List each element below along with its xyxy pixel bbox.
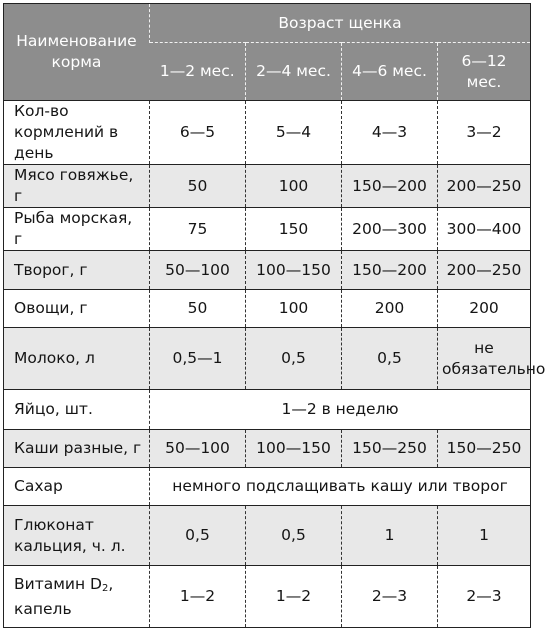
cell-value: 150—200	[342, 251, 438, 290]
cell-value: 75	[150, 208, 246, 251]
cell-value: 300—400	[438, 208, 531, 251]
cell-value: 150—250	[438, 430, 531, 468]
table-header	[4, 4, 531, 101]
cell-value: 100	[246, 165, 342, 208]
cell-value: 1—2	[150, 566, 246, 628]
table-body	[4, 101, 545, 628]
row-label: Творог, г	[4, 251, 150, 290]
row-label: Каши разные, г	[4, 430, 150, 468]
table-row	[4, 328, 531, 390]
header-puppy-age: Возраст щенка	[150, 4, 531, 43]
cell-value: 100	[246, 290, 342, 328]
feeding-table-container	[3, 3, 545, 628]
row-label: Молоко, л	[4, 328, 150, 390]
table-row	[4, 430, 531, 468]
cell-value: 1	[342, 506, 438, 566]
table-row	[4, 165, 531, 208]
cell-value: 200	[342, 290, 438, 328]
row-label: Яйцо, шт.	[4, 390, 150, 430]
cell-value: 2—3	[438, 566, 531, 628]
vitamin-subscript: 2	[102, 582, 109, 594]
table-row	[4, 506, 531, 566]
vitamin-comma: ,	[108, 574, 114, 593]
cell-value: 0,5	[246, 328, 342, 390]
cell-value: 150—250	[342, 430, 438, 468]
row-label: Глюконат кальция, ч. л.	[4, 506, 150, 566]
cell-value: 0,5—1	[150, 328, 246, 390]
cell-value: 5—4	[246, 101, 342, 165]
cell-value: 100—150	[246, 430, 342, 468]
cell-value-span: 1—2 в неделю	[150, 390, 531, 430]
row-label	[4, 566, 150, 628]
cell-value: 1	[438, 506, 531, 566]
cell-value: 4—3	[342, 101, 438, 165]
cell-value: 50—100	[150, 430, 246, 468]
cell-value-span: немного подслащивать кашу или творог	[150, 468, 531, 506]
header-feed-name: Наименование корма	[4, 4, 150, 101]
cell-value: 150	[246, 208, 342, 251]
cell-value: 2—3	[342, 566, 438, 628]
table-row	[4, 101, 531, 165]
row-label: Сахар	[4, 468, 150, 506]
cell-value: 50—100	[150, 251, 246, 290]
cell-value: 0,5	[342, 328, 438, 390]
header-age-2: 2—4 мес.	[246, 43, 342, 101]
row-label: Мясо говяжье, г	[4, 165, 150, 208]
cell-value: 100—150	[246, 251, 342, 290]
cell-value: 150—200	[342, 165, 438, 208]
cell-value: 200—250	[438, 251, 531, 290]
cell-value: не обязательно	[438, 328, 531, 390]
table-row	[4, 390, 531, 430]
cell-value: 200	[438, 290, 531, 328]
vitamin-label: Витамин D	[14, 574, 102, 593]
cell-value: 50	[150, 290, 246, 328]
table-row	[4, 290, 531, 328]
table-row	[4, 251, 531, 290]
table-row	[4, 566, 531, 628]
puppy-feeding-table	[3, 3, 545, 628]
cell-value: 6—5	[150, 101, 246, 165]
row-label: Овощи, г	[4, 290, 150, 328]
table-row	[4, 468, 531, 506]
row-label: Рыба морская, г	[4, 208, 150, 251]
vitamin-unit: капель	[14, 599, 72, 618]
cell-value: 50	[150, 165, 246, 208]
cell-value: 0,5	[246, 506, 342, 566]
cell-value: 200—250	[438, 165, 531, 208]
row-label: Кол-во кормлений в день	[4, 101, 150, 165]
header-age-4: 6—12 мес.	[438, 43, 531, 101]
cell-value: 1—2	[246, 566, 342, 628]
cell-value: 200—300	[342, 208, 438, 251]
header-age-1: 1—2 мес.	[150, 43, 246, 101]
cell-value: 3—2	[438, 101, 531, 165]
header-age-3: 4—6 мес.	[342, 43, 438, 101]
table-row	[4, 208, 531, 251]
cell-value: 0,5	[150, 506, 246, 566]
